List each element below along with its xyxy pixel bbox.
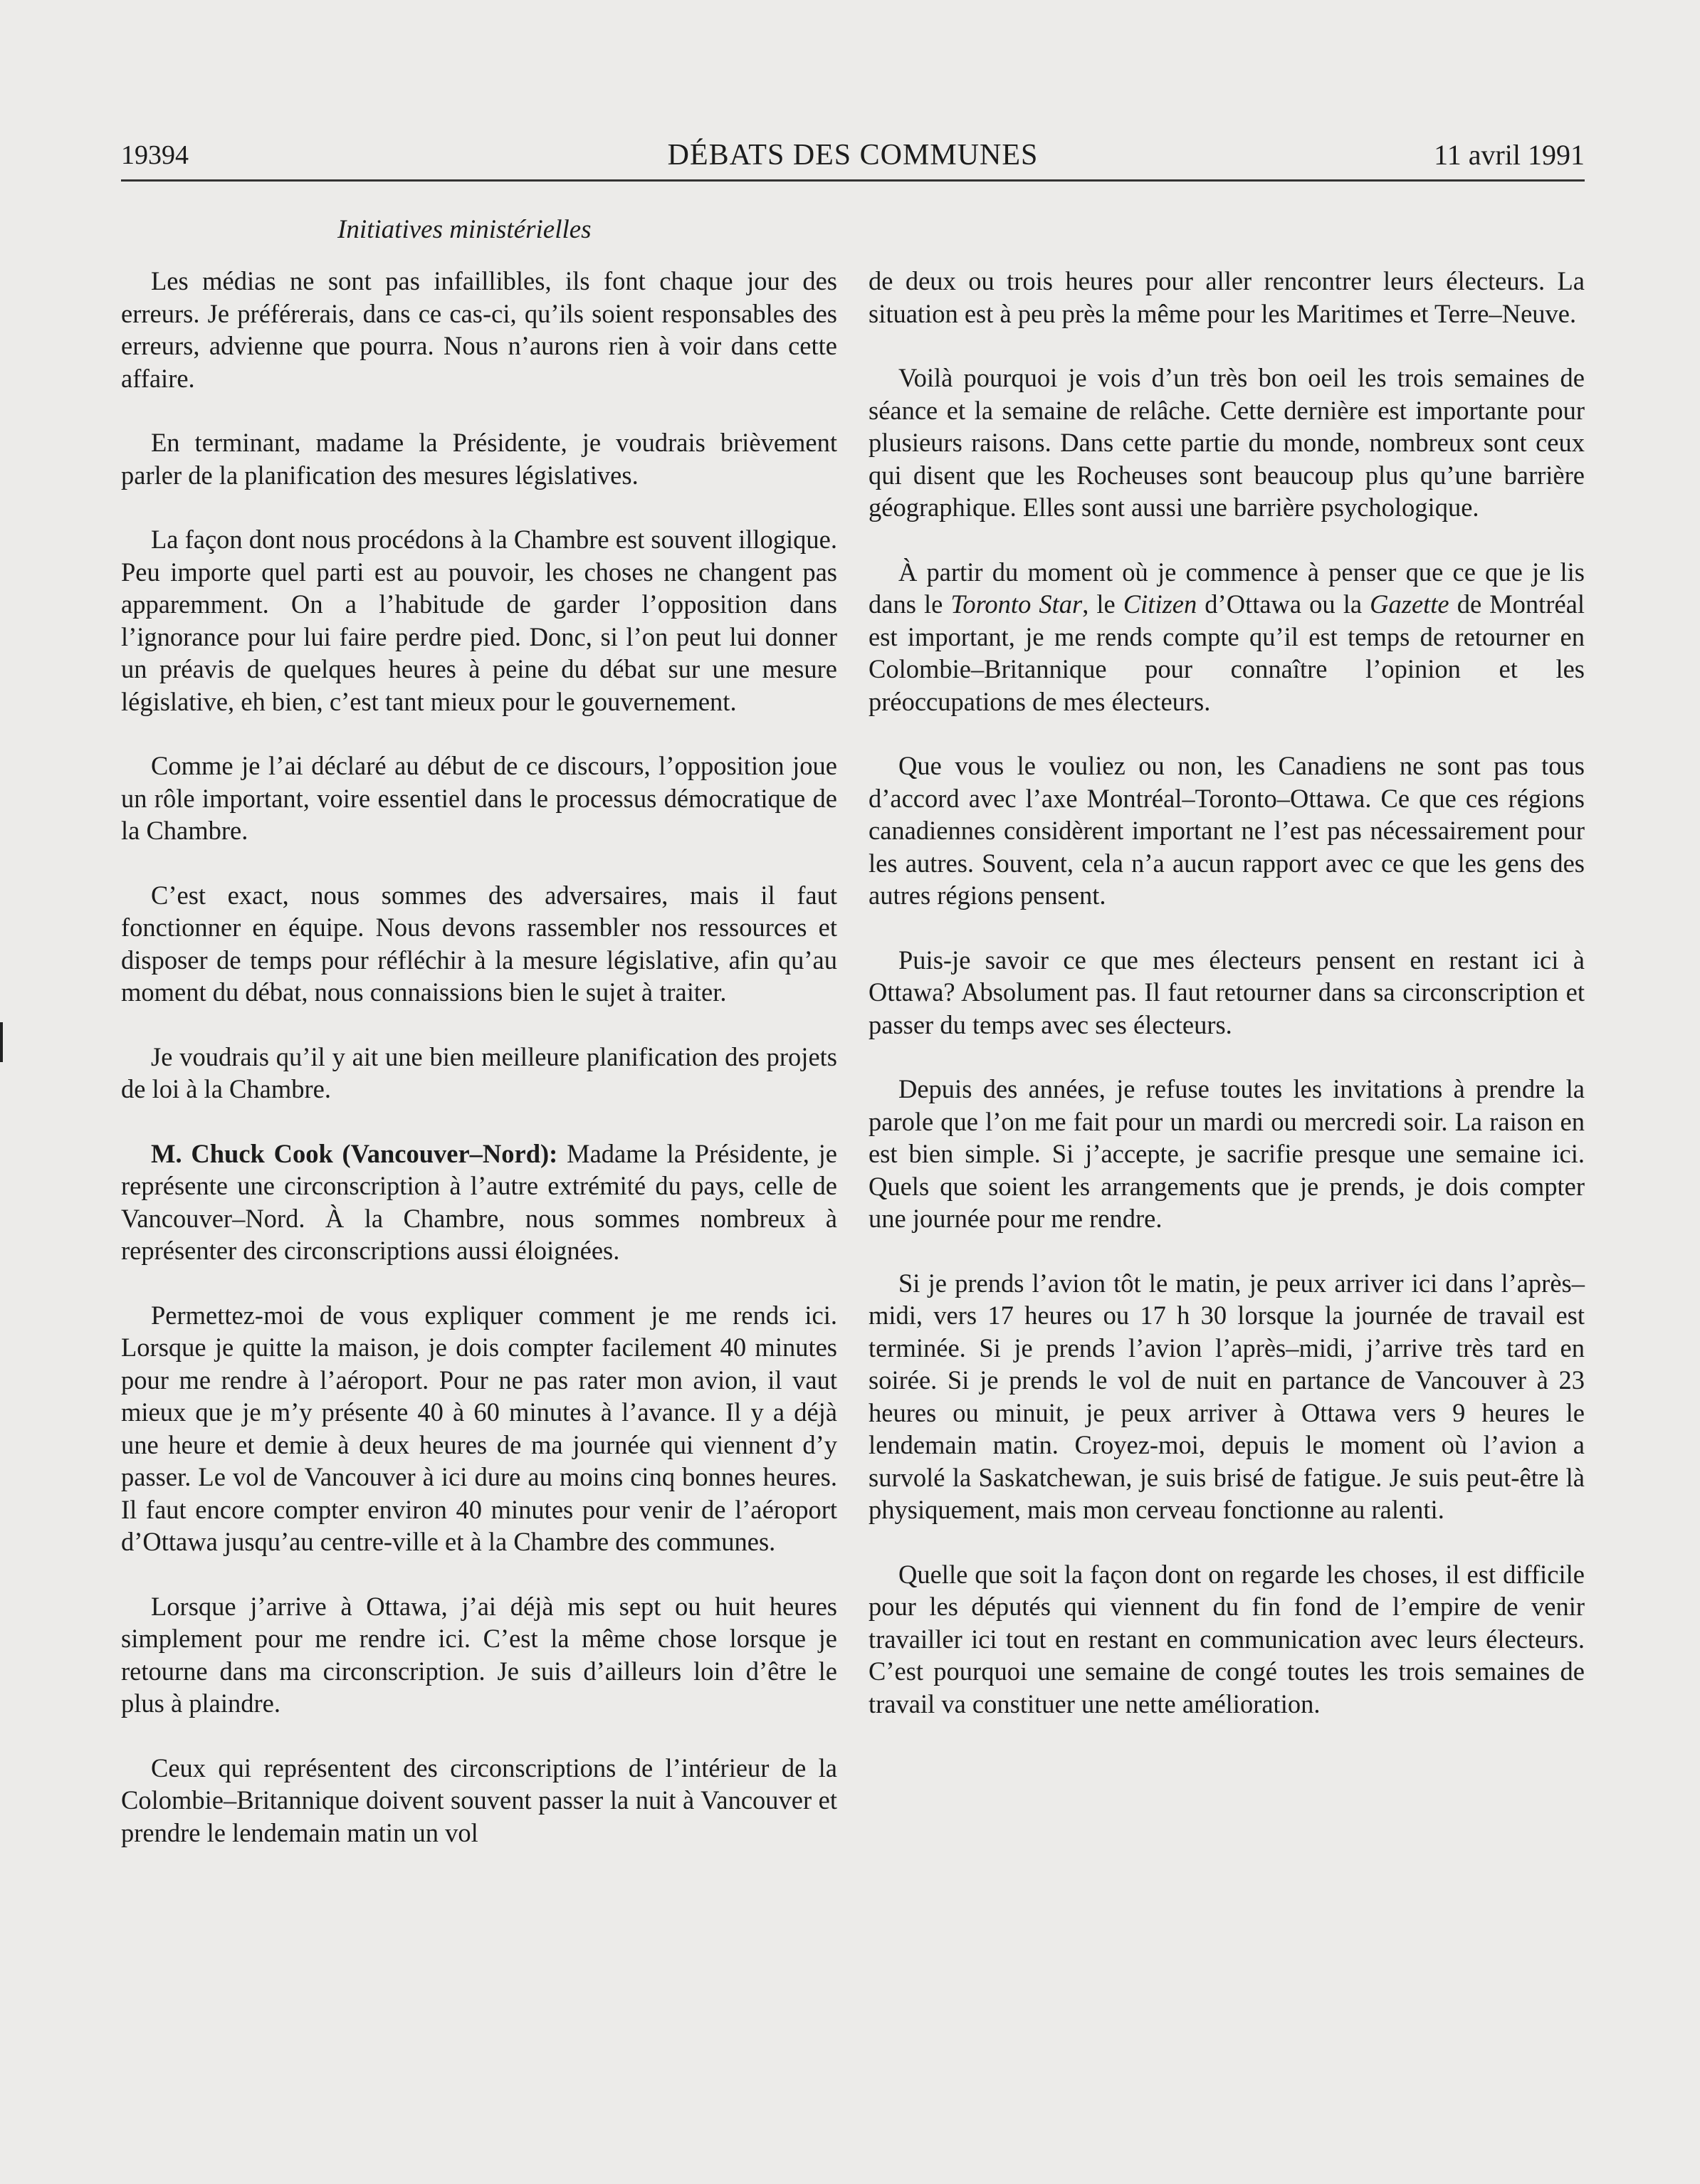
newspaper-title: Citizen bbox=[1123, 589, 1197, 619]
scan-margin-mark bbox=[0, 1022, 3, 1062]
sitting-date: 11 avril 1991 bbox=[1434, 139, 1585, 171]
newspaper-title: Toronto Star bbox=[950, 589, 1083, 619]
paragraph: Ceux qui représentent des circonscriptions de l’intérieur de la Colombie–Britannique doivent souvent passer la nuit à Vancouver et prendre le lendemain matin un vol bbox=[121, 1753, 837, 1847]
paragraph: Comme je l’ai déclaré au début de ce discours, l’opposition joue un rôle important, voire essentiel dans le processus démocratique de la Chambre. bbox=[121, 751, 837, 845]
paragraph-continued: de deux ou trois heures pour aller rencontrer leurs électeurs. La situation est à peu près la même pour les Maritimes et Terre–Neuve. bbox=[869, 266, 1585, 328]
text-run: d’Ottawa ou la bbox=[1197, 589, 1370, 619]
section-rubric: Initiatives ministérielles bbox=[337, 215, 592, 244]
speaker-name: M. Chuck Cook (Vancouver–Nord): bbox=[151, 1138, 558, 1168]
speech-text: Madame la Présidente, je représente une circonscription à l’autre extrémité du pays, celle de Vancouver–Nord. À la Chambre, nous sommes nombreux à représenter des circonscriptions aussi éloignées. bbox=[121, 1138, 837, 1265]
page-header bbox=[121, 137, 1585, 182]
paragraph: Voilà pourquoi je vois d’un très bon oeil les trois semaines de séance et la semaine de relâche. Cette dernière est importante pour plusieurs raisons. Dans cette partie du monde, nombreux sont ceux qui disent que les Rocheuses sont beaucoup plus qu’une barrière géographique. Elles sont aussi une barrière psychologique. bbox=[869, 363, 1585, 522]
paragraph: Lorsque j’arrive à Ottawa, j’ai déjà mis sept ou huit heures simplement pour me rendre ici. C’est la même chose lorsque je retourne dans ma circonscription. Je suis d’ailleurs loin d’être le plus à plaindre. bbox=[121, 1591, 837, 1718]
paragraph: Si je prends l’avion tôt le matin, je peux arriver ici dans l’après–midi, vers 17 heures ou 17 h 30 lorsque la journée de travail est terminée. Si je prends l’avion l’après–midi, j’arrive très tard en soirée. Si je prends le vol de nuit en partance de Vancouver à 23 heures ou minuit, je peux arriver à Ottawa vers 9 heures le lendemain matin. Croyez-moi, depuis le moment où l’avion a survolé la Saskatchewan, je suis brisé de fatigue. Je suis peut-être là physiquement, mais mon cerveau fonctionne au ralenti. bbox=[869, 1268, 1585, 1524]
journal-title: DÉBATS DES COMMUNES bbox=[667, 139, 1039, 172]
speaker-paragraph bbox=[121, 1138, 837, 1267]
text-run: À partir du moment où je commence à penser que ce que je lis dans le bbox=[869, 557, 1585, 619]
right-column bbox=[869, 265, 1585, 1752]
paragraph: Les médias ne sont pas infaillibles, ils font chaque jour des erreurs. Je préférerais, dans ce cas-ci, qu’ils soient responsables des erreurs, advienne que pourra. Nous n’aurons rien à voir dans cette affaire. bbox=[121, 266, 837, 393]
paragraph: Que vous le vouliez ou non, les Canadiens ne sont pas tous d’accord avec l’axe Montréal–Toronto–Ottawa. Ce que ces régions canadiennes considèrent important ne l’est pas nécessairement pour les autres. Souvent, cela n’a aucun rapport avec ce que les gens des autres régions pensent. bbox=[869, 751, 1585, 910]
left-column bbox=[121, 265, 837, 1881]
text-run: de Montréal est important, je me rends compte qu’il est temps de retourner en Colombie–Britannique pour connaître l’opinion et les préoccupations de mes électeurs. bbox=[869, 589, 1585, 716]
paragraph: Quelle que soit la façon dont on regarde les choses, il est difficile pour les députés qui viennent du fin fond de l’empire de venir travailler ici tout en restant en communication avec leurs électeurs. C’est pourquoi une semaine de congé toutes les trois semaines de travail va constituer une nette amélioration. bbox=[869, 1559, 1585, 1718]
paragraph: Depuis des années, je refuse toutes les invitations à prendre la parole que l’on me fait pour un mardi ou mercredi soir. La raison en est bien simple. Si j’accepte, je sacrifie presque une semaine ici. Quels que soient les arrangements que je prends, je dois compter une journée pour me rendre. bbox=[869, 1074, 1585, 1233]
page-number: 19394 bbox=[121, 140, 189, 170]
paragraph: La façon dont nous procédons à la Chambre est souvent illogique. Peu importe quel parti est au pouvoir, les choses ne changent pas apparemment. On a l’habitude de garder l’opposition dans l’ignorance pour lui faire perdre pied. Donc, si l’on peut lui donner un préavis de quelques heures à peine du débat sur une mesure législative, eh bien, c’est tant mieux pour le gouvernement. bbox=[121, 525, 837, 716]
text-run: , le bbox=[1082, 589, 1123, 619]
paragraph: C’est exact, nous sommes des adversaires, mais il faut fonctionner en équipe. Nous devons rassembler nos ressources et disposer de temps pour réfléchir à la mesure législative, afin qu’au moment du débat, nous connaissions bien le sujet à traiter. bbox=[121, 880, 837, 1007]
paragraph: Permettez-moi de vous expliquer comment je me rends ici. Lorsque je quitte la maison, je dois compter facilement 40 minutes pour me rendre à l’aéroport. Pour ne pas rater mon avion, il vaut mieux que je m’y présente 40 à 60 minutes à l’avance. Il y a déjà une heure et demie à deux heures de ma journée qui viennent d’y passer. Le vol de Vancouver à ici dure au moins cinq bonnes heures. Il faut encore compter environ 40 minutes pour venir de l’aéroport d’Ottawa jusqu’au centre-ville et à la Chambre des communes. bbox=[121, 1300, 837, 1556]
paragraph: Puis-je savoir ce que mes électeurs pensent en restant ici à Ottawa? Absolument pas. Il faut retourner dans sa circonscription et passer du temps avec ses électeurs. bbox=[869, 945, 1585, 1039]
newspaper-title: Gazette bbox=[1370, 589, 1449, 619]
paragraph: Je voudrais qu’il y ait une bien meilleure planification des projets de loi à la Chambre. bbox=[121, 1041, 837, 1103]
paragraph: En terminant, madame la Présidente, je voudrais brièvement parler de la planification des mesures législatives. bbox=[121, 428, 837, 490]
paragraph bbox=[869, 556, 1585, 718]
